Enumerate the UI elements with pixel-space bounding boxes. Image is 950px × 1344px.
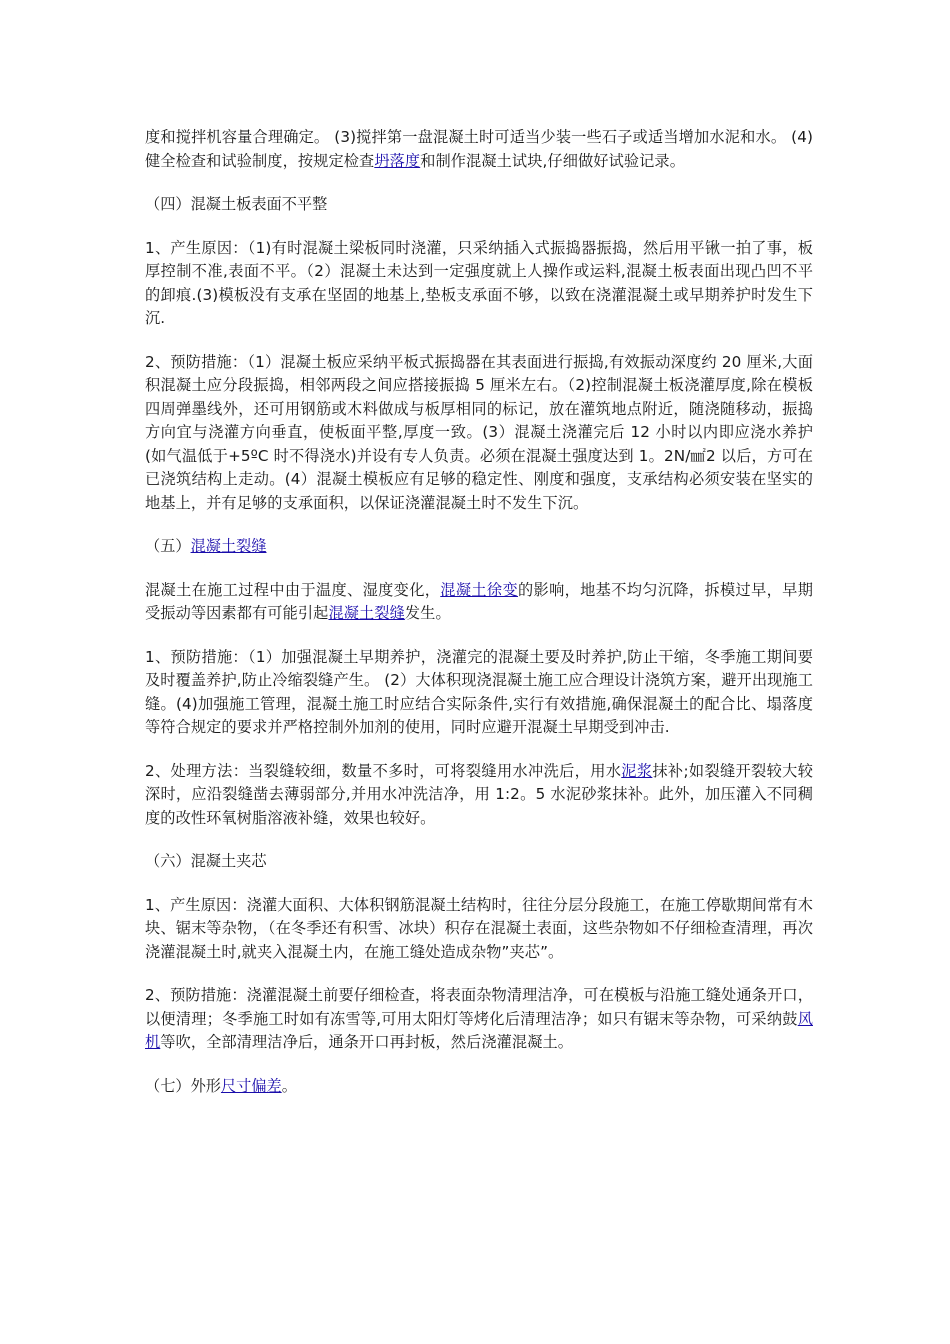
text-segment: 等吹，全部清理洁净后，通条开口再封板，然后浇灌混凝土。 <box>160 1033 574 1051</box>
paragraph-prevention-inclusion <box>145 984 813 1055</box>
link-mud-slurry[interactable]: 泥浆 <box>621 761 653 780</box>
link-concrete-cracks-heading[interactable]: 混凝土裂缝 <box>190 537 267 555</box>
paragraph-cause-inclusion: 1、产生原因：浇灌大面积、大体积钢筋混凝土结构时，往往分层分段施工，在施工停歇期间常有木块、锯末等杂物，（在冬季还有积雪、冰块）积存在混凝土表面，这些杂物如不仔细检查清理，再次浇灌混凝土时,就夹入混凝土内，在施工缝处造成杂物”夹芯”。 <box>145 895 813 961</box>
link-blower[interactable]: 风机 <box>145 1009 813 1051</box>
text-segment: 的影响，地基不均匀沉降，拆模过早，早期受振动等因素都有可能引起 <box>145 580 814 622</box>
section-heading-4: （四）混凝土板表面不平整 <box>145 195 328 213</box>
link-concrete-creep[interactable]: 混凝土徐变 <box>440 580 518 599</box>
heading-suffix: 。 <box>281 1076 297 1095</box>
text-segment: 度和搅拌机容量合理确定。 (3)搅拌第一盘混凝土时可适当少装一些石子或适当增加水泥和水。 (4)健全检查和试验制度，按规定检查 <box>145 128 813 170</box>
link-slump[interactable]: 坍落度 <box>374 151 421 170</box>
paragraph-prevention-uneven: 2、预防措施：（1）混凝土板应采纳平板式振捣器在其表面进行振捣,有效振动深度约 20 厘米,大面积混凝土应分段振捣，相邻两段之间应搭接振捣 5 厘米左右。（2)控制混凝土板浇灌厚度,除在模板四周弹墨线外，还可用钢筋或木料做成与板厚相同的标记，放在灌筑地点附近，随浇随移动，振捣方向宜与浇灌方向垂直，使板面平整,厚度一致。(3）混凝土浇灌完后 12 小时以内即应浇水养护 (如气温低于+5ºC 时不得浇水)并设有专人负责。必须在混凝土强度达到 1。2N/㎟2 以后，方可在已浇筑结构上走动。(4）混凝土模板应有足够的稳定性、刚度和强度，支承结构必须安装在坚实的地基上，并有足够的支承面积，以保证浇灌混凝土时不发生下沉。 <box>145 352 813 512</box>
paragraph-mixing-control <box>145 126 813 173</box>
text-segment: 和制作混凝土试块,仔细做好试验记录。 <box>420 151 686 170</box>
heading-prefix: （五） <box>145 537 191 555</box>
paragraph-cracks-intro <box>145 579 813 626</box>
text-segment: 发生。 <box>404 604 451 622</box>
paragraph-cause-uneven: 1、产生原因：（1)有时混凝土梁板同时浇灌，只采纳插入式振捣器振捣，然后用平锹一拍了事，板厚控制不准,表面不平。（2）混凝土未达到一定强度就上人操作或运料,混凝土板表面出现凸凹不平的卸痕.(3)模板没有支承在坚固的地基上,垫板支承面不够，以致在浇灌混凝土或早期养护时发生下沉. <box>145 238 813 327</box>
document-body <box>145 126 813 1118</box>
text-segment: 抹补;如裂缝开裂较大较深时，应沿裂缝凿去薄弱部分,并用水冲洗洁净，用 1:2。5 水泥砂浆抹补。此外，加压灌入不同稠度的改性环氧树脂溶液补缝，效果也较好。 <box>145 761 814 827</box>
section-heading-5 <box>145 535 813 559</box>
text-segment: 2、处理方法：当裂缝较细，数量不多时，可将裂缝用水冲洗后，用水 <box>145 761 622 780</box>
section-heading-6: （六）混凝土夹芯 <box>145 852 267 870</box>
paragraph-treatment-cracks <box>145 760 813 831</box>
text-segment: 混凝土在施工过程中由于温度、湿度变化， <box>145 580 441 599</box>
text-segment: 2、预防措施：浇灌混凝土前要仔细检查，将表面杂物清理洁净，可在模板与沿施工缝处通条开口，以便清理；冬季施工时如有冻雪等,可用太阳灯等烤化后清理洁净；如只有锯末等杂物，可采纳鼓 <box>145 986 813 1028</box>
link-concrete-cracks[interactable]: 混凝土裂缝 <box>328 604 405 622</box>
link-dimension-deviation[interactable]: 尺寸偏差 <box>220 1076 282 1095</box>
heading-prefix: （七）外形 <box>145 1076 221 1095</box>
section-heading-7 <box>145 1075 813 1099</box>
paragraph-prevention-cracks: 1、预防措施：（1）加强混凝土早期养护，浇灌完的混凝土要及时养护,防止干缩，冬季施工期间要及时覆盖养护,防止冷缩裂缝产生。 (2）大体积现浇混凝土施工应合理设计浇筑方案，避开出现施工缝。(4)加强施工管理，混凝土施工时应结合实际条件,实行有效措施,确保混凝土的配合比、塌落度等符合规定的要求并严格控制外加剂的使用，同时应避开混凝土早期受到冲击. <box>145 647 813 736</box>
